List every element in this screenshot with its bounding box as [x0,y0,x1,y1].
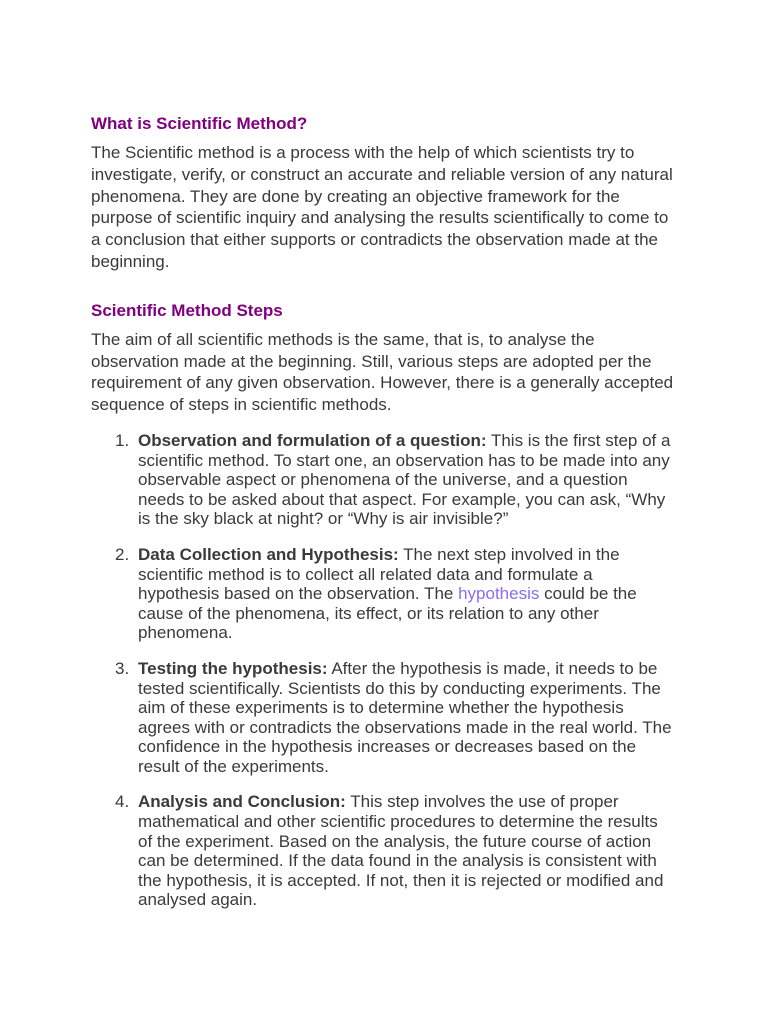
step-text: The next step involved in the scientific method is to collect all related data and formulate a hypothesis based on the observation. The [138,544,620,604]
step-number: 1. [115,430,130,450]
step-title: Observation and formulation of a question: [138,430,487,450]
step-number: 2. [115,544,130,564]
hypothesis-link[interactable]: hypothesis [458,584,540,604]
list-item-step-3 [91,659,675,777]
list-item-step-4 [91,792,675,910]
step-number: 3. [115,658,130,678]
paragraph-steps-intro: The aim of all scientific methods is the same, that is, to analyse the observation made at the beginning. Still, various steps are adopted per the requirement of any given observation. However, there is a generally accepted sequence of steps in scientific methods. [91,329,674,415]
step-title: Testing the hypothesis: [138,658,328,678]
step-text: After the hypothesis is made, it needs to be tested scientifically. Scientists do this by conducting experiments. The aim of these experiments is to determine whether the hypothesis agrees with or contradicts the observations made in the real world. The confidence in the hypothesis increases or decreases based on the result of the experiments. [138,658,672,776]
step-number: 4. [115,792,130,812]
step-title: Data Collection and Hypothesis: [138,544,399,564]
list-item-step-2 [91,545,675,643]
step-title: Analysis and Conclusion: [138,792,346,812]
step-text: This step involves the use of proper mathematical and other scientific procedures to determine the results of the experiment. Based on the analysis, the future course of action can be determined. If the data found in the analysis is consistent with the hypothesis, it is accepted. If not, then it is rejected or modified and analysed again. [138,792,664,910]
heading-what-is-scientific-method: What is Scientific Method? [91,114,308,133]
list-item-step-1 [91,431,675,529]
heading-scientific-method-steps: Scientific Method Steps [91,300,283,320]
step-text-continued: could be the cause of the phenomena, its effect, or its relation to any other phenomena. [138,584,637,643]
document-page [91,112,675,926]
step-text: This is the first step of a scientific method. To start one, an observation has to be made into any observable aspect or phenomena of the universe, and a question needs to be asked about that aspect. For example, you can ask, “Why is the sky black at night? or “Why is air invisible?” [138,430,671,529]
paragraph-definition: The Scientific method is a process with the help of which scientists try to investigate, verify, or construct an accurate and reliable version of any natural phenomena. They are done by creating an objective framework for the purpose of scientific inquiry and analysing the results scientifically to come to a conclusion that either supports or contradicts the observation made at the beginning. [91,143,673,271]
steps-list [91,431,675,910]
